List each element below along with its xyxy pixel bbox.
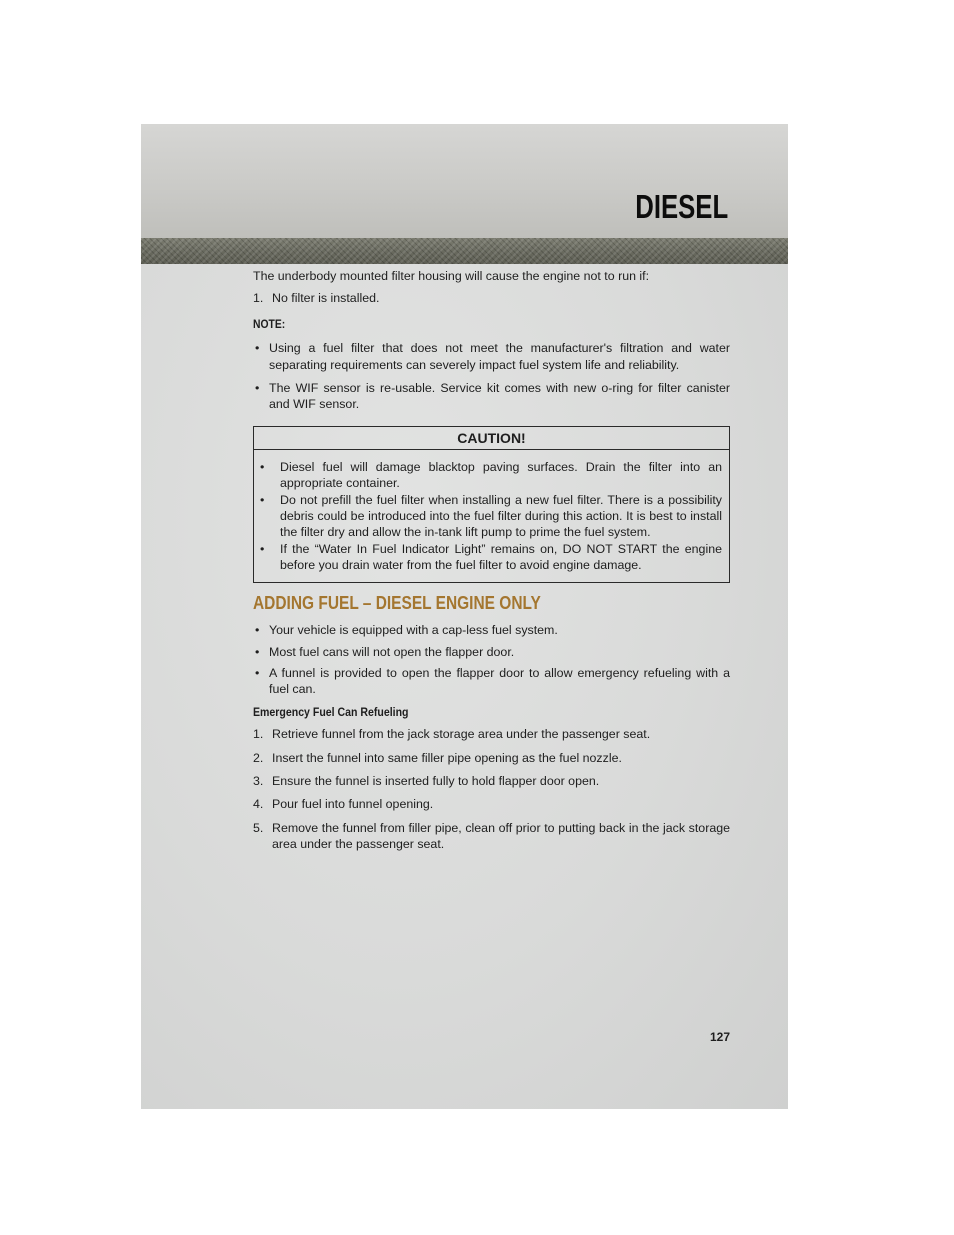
caution-text: Diesel fuel will damage blacktop paving surfaces. Drain the filter into an appropriate container. [280,459,722,491]
caution-body [254,450,729,582]
step-item [253,796,730,812]
step-text: Retrieve funnel from the jack storage area under the passenger seat. [272,727,651,742]
bullet-glyph: • [255,623,260,638]
section-header [141,124,788,238]
bullet-glyph: • [260,459,265,474]
fuel-bullet [253,622,730,638]
fuel-bullet-text: Most fuel cans will not open the flapper door. [269,644,515,659]
header-texture-band [141,238,788,264]
fuel-bullet-text: A funnel is provided to open the flapper door to allow emergency refueling with a fuel can. [269,665,730,697]
bullet-glyph: • [260,541,265,556]
condition-number: 1. [253,291,264,306]
manual-page [141,124,788,1109]
caution-text: If the “Water In Fuel Indicator Light” remains on, DO NOT START the engine before you drain water from the fuel filter to avoid engine damage. [280,541,722,573]
step-item [253,750,730,766]
caution-bullet [260,492,722,541]
caution-bullet [260,459,722,492]
section-heading-adding-fuel: ADDING FUEL – DIESEL ENGINE ONLY [253,592,541,613]
page-number: 127 [709,1030,730,1044]
step-item [253,773,730,789]
note-text: The WIF sensor is re-usable. Service kit comes with new o-ring for filter canister and WIF sensor. [269,381,730,412]
bullet-glyph: • [255,381,260,396]
intro-paragraph: The underbody mounted filter housing will cause the engine not to run if: [253,269,650,283]
step-text: Insert the funnel into same filler pipe opening as the fuel nozzle. [272,750,622,765]
fuel-bullets [253,622,730,698]
step-number: 1. [253,727,264,742]
step-number: 4. [253,797,264,812]
refueling-steps [253,726,730,852]
fuel-bullet [253,665,730,698]
fuel-bullet [253,644,730,660]
step-item [253,820,730,853]
bullet-glyph: • [255,644,260,659]
caution-text: Do not prefill the fuel filter when installing a new fuel filter. There is a possibility debris could be introduced into the fuel filter during this action. It is best to install the filter dry and allow the in-tank lift pump to prime the fuel system. [280,492,722,540]
step-number: 5. [253,820,264,835]
bullet-glyph: • [260,492,265,507]
step-text: Remove the funnel from filler pipe, clean off prior to putting back in the jack storage area under the passenger seat. [272,820,730,852]
step-number: 2. [253,750,264,765]
bullet-glyph: • [255,665,260,680]
caution-box [253,426,730,583]
page-content [253,268,730,860]
caution-bullet [260,541,722,574]
note-label: NOTE: [253,318,286,331]
condition-text: No filter is installed. [272,291,380,306]
step-number: 3. [253,773,264,788]
note-text: Using a fuel filter that does not meet the manufacturer's filtration and water separating requirements can severely impact fuel system life and reliability. [269,341,730,372]
note-bullet [253,340,730,373]
fuel-bullet-text: Your vehicle is equipped with a cap-less fuel system. [269,623,558,638]
caution-title: CAUTION! [254,427,729,450]
condition-item [253,290,730,306]
subheading-emergency-refueling: Emergency Fuel Can Refueling [253,704,409,719]
note-bullet [253,380,730,413]
section-title: DIESEL [635,188,728,225]
step-text: Pour fuel into funnel opening. [272,797,434,812]
step-text: Ensure the funnel is inserted fully to hold flapper door open. [272,773,600,788]
step-item [253,726,730,742]
bullet-glyph: • [255,341,260,356]
